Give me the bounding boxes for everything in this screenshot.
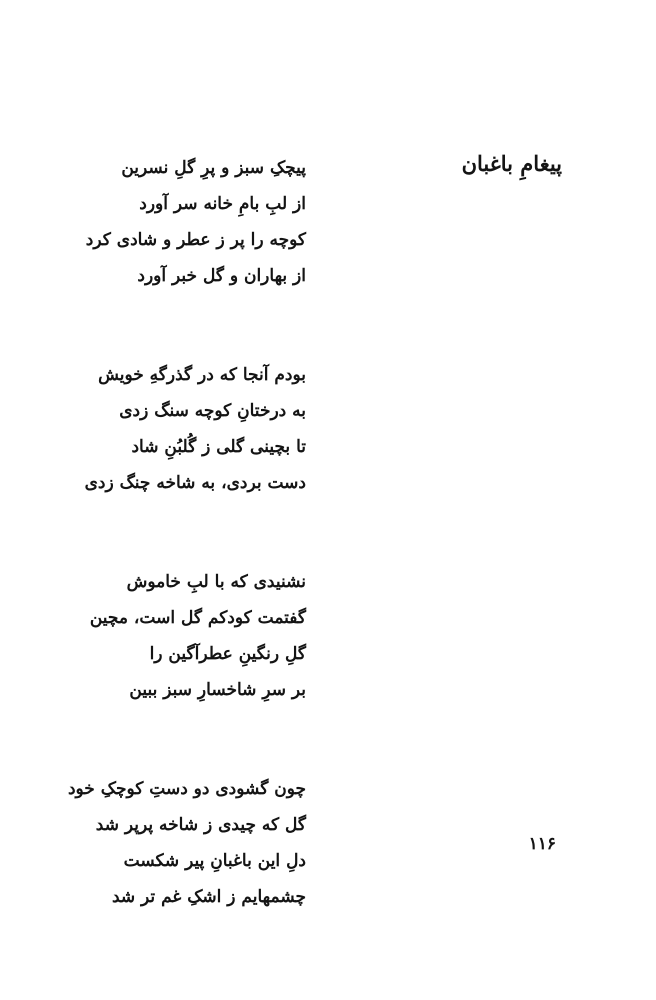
stanza: [6, 150, 306, 294]
page-number: ۱۱۶: [528, 834, 556, 854]
verse-line: چشمهایم ز اشکِ غم تر شد: [111, 887, 306, 907]
verse-line: تا بچینی گلی ز گُلبُنِ شاد: [131, 437, 306, 457]
verse-line: به درختانِ کوچه سنگ زدی: [119, 401, 306, 421]
verse-line: کوچه را پر ز عطر و شادی کرد: [85, 230, 306, 250]
verse-line: از بهاران و گل خبر آورد: [137, 266, 306, 286]
verse-line: دلِ این باغبانِ پیر شکست: [123, 851, 306, 871]
verse-line: گل که چیدی ز شاخه پرپر شد: [95, 815, 306, 835]
poem-body: [6, 150, 306, 978]
verse-line: گفتمت کودکم گل است، مچین: [89, 608, 306, 628]
stanza: [6, 357, 306, 501]
verse-line: بودم آنجا که در گذرگهِ خویش: [98, 365, 306, 385]
verse-line: پیچکِ سبز و پرِ گلِ نسرین: [121, 158, 306, 178]
verse-line: گلِ رنگینِ عطرآگین را: [149, 644, 306, 664]
stanza: [6, 771, 306, 915]
poem-title: پیغامِ باغبان: [461, 151, 562, 176]
verse-line: چون گشودی دو دستِ کوچکِ خود: [67, 779, 306, 799]
verse-line: نشنیدی که با لبِ خاموش: [126, 572, 306, 592]
verse-line: دست بردی، به شاخه چنگ زدی: [84, 473, 306, 493]
verse-line: بر سرِ شاخسارِ سبز ببین: [129, 680, 306, 700]
verse-line: از لبِ بامِ خانه سر آورد: [139, 194, 306, 214]
stanza: [6, 564, 306, 708]
